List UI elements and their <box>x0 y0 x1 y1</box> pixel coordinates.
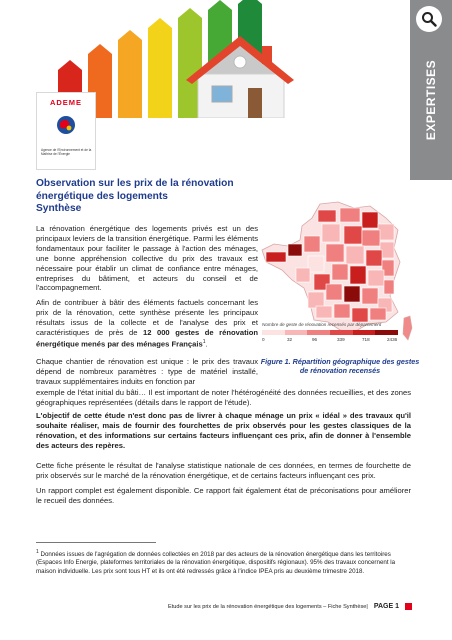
department-patch <box>322 224 340 242</box>
department-patch <box>384 280 394 294</box>
globe-icon <box>56 115 76 135</box>
department-patch <box>340 208 360 222</box>
page-number: PAGE 1 <box>373 603 399 610</box>
legend-swatch <box>375 330 398 335</box>
legend-label: Nombre de geste de rénovation recensés par département <box>262 322 382 327</box>
department-patch <box>362 288 378 304</box>
legend-swatch <box>285 330 308 335</box>
intro-paragraph: La rénovation énergétique des logements privés est un des principaux leviers de la transition énergétique. Parmi les éléments fondamentaux pour faciliter le passage à l'action des ménages, une bonne appréhension collective du prix des travaux est nécessaire pour établir un climat de confiance entre ménages, entreprises du bâtiment, et acteurs du conseil et de l'accompagnement. <box>36 224 258 293</box>
department-patch <box>308 256 324 272</box>
footer-text: Etude sur les prix de la rénovation énergétique des logements – Fiche Synthèse| <box>168 603 368 610</box>
legend-swatch <box>307 330 330 335</box>
legend-tick-label: 32 <box>287 336 293 342</box>
legend-tick-label: 339 <box>337 336 345 342</box>
legend-ticks <box>262 337 402 345</box>
department-patch <box>308 292 324 308</box>
department-patch <box>304 236 320 252</box>
legend-swatch <box>262 330 285 335</box>
department-patch <box>334 304 350 318</box>
department-patch <box>362 212 378 228</box>
map-legend <box>262 322 402 345</box>
report-paragraph: Un rapport complet est également disponible. Ce rapport fait également état de préconisations pour améliorer le recueil des données. <box>36 486 411 505</box>
legend-swatch <box>353 330 376 335</box>
department-patch <box>326 244 344 262</box>
document-title <box>36 178 266 216</box>
footnote-divider <box>36 542 156 543</box>
title-line-2: énergétique des logements <box>36 190 168 202</box>
department-patch <box>296 268 310 282</box>
footer-marker <box>405 603 412 610</box>
figure-caption: Figure 1. Répartition géographique des gestes de rénovation recensés <box>260 357 420 375</box>
footnote: $^1$ Données issues de l'agrégation de données collectées en 2018 par des acteurs de la rénovation énergétique dans les territoires (Espaces Info Energie, plateformes territoriales de la rénovation énergétique, dispositifs régionaux). 95% des travaux concernent la maison individuelle. Les prix sont tous HT et ils ont été redressés grâce à l'indice IPEA pris au deuxième trimestre 2018. <box>36 549 396 575</box>
department-patch <box>326 284 342 300</box>
ademe-logo <box>36 92 96 170</box>
department-patch <box>362 230 380 246</box>
context-paragraph: Afin de contribuer à bâtir des éléments factuels concernant les prix de la rénovation, cette synthèse présente les principaux résultats issus de la collecte et de l'analyse des prix et caractéristiques de près de 12 000 gestes de rénovation énergétique menés par des ménages Français$^1$. <box>36 298 258 349</box>
section-label: EXPERTISES <box>424 59 439 141</box>
corsica <box>403 316 412 340</box>
department-patch <box>370 308 386 320</box>
legend-color-scale <box>262 330 398 335</box>
department-patch <box>344 226 362 244</box>
department-patch <box>332 264 348 280</box>
department-patch <box>266 252 286 262</box>
title-line-3: Synthèse <box>36 203 82 214</box>
title-line-1: Observation sur les prix de la rénovation <box>36 178 234 189</box>
logo-name: ADEME <box>49 98 83 107</box>
unique-site-paragraph: Chaque chantier de rénovation est unique : le prix des travaux dépend de nombreux paramètres : type de matériel installé, travaux supplémentaires induits en fonction par <box>36 357 258 386</box>
department-patch <box>368 270 384 286</box>
search-icon[interactable] <box>416 6 442 32</box>
objective-paragraph: L'objectif de cette étude n'est donc pas de livrer à chaque ménage un prix « idéal » des travaux qu'il souhaite réaliser, mais de fournir des fourchettes de prix observés pour les gestes classiques de la rénovation, et des informations sur certains facteurs influençant ces prix, afin de donner à l'ensemble des acteurs des repères. <box>36 411 411 450</box>
department-patch <box>350 266 366 284</box>
department-patch <box>316 306 332 318</box>
legend-tick-label: 718 <box>362 336 370 342</box>
department-patch <box>346 246 364 264</box>
page-footer <box>150 603 412 610</box>
department-patch <box>378 224 394 240</box>
department-patch <box>318 210 336 222</box>
department-patch <box>366 250 382 266</box>
logo-subtitle: Agence de l'Environnement et de la Maîtrise de l'Énergie <box>41 148 92 156</box>
unique-site-paragraph-continued: exemple de l'état initial du bâti… Il est important de noter l'hétérogénéité des données recueillies, et des zones géographiques représentées (détails dans le rapport de l'étude). <box>36 388 411 407</box>
legend-tick-label: 0 <box>262 336 265 342</box>
department-patch <box>288 244 302 256</box>
department-patch <box>352 308 368 322</box>
department-patch <box>344 286 360 302</box>
legend-tick-label: 96 <box>312 336 318 342</box>
legend-tick-label: 2436 <box>387 336 398 342</box>
results-paragraph: Cette fiche présente le résultat de l'analyse statistique nationale de ces données, en termes de fourchette de prix observés sur le marché de la rénovation énergétique, et de certains facteurs influençant ces prix. <box>36 461 411 480</box>
legend-swatch <box>330 330 353 335</box>
